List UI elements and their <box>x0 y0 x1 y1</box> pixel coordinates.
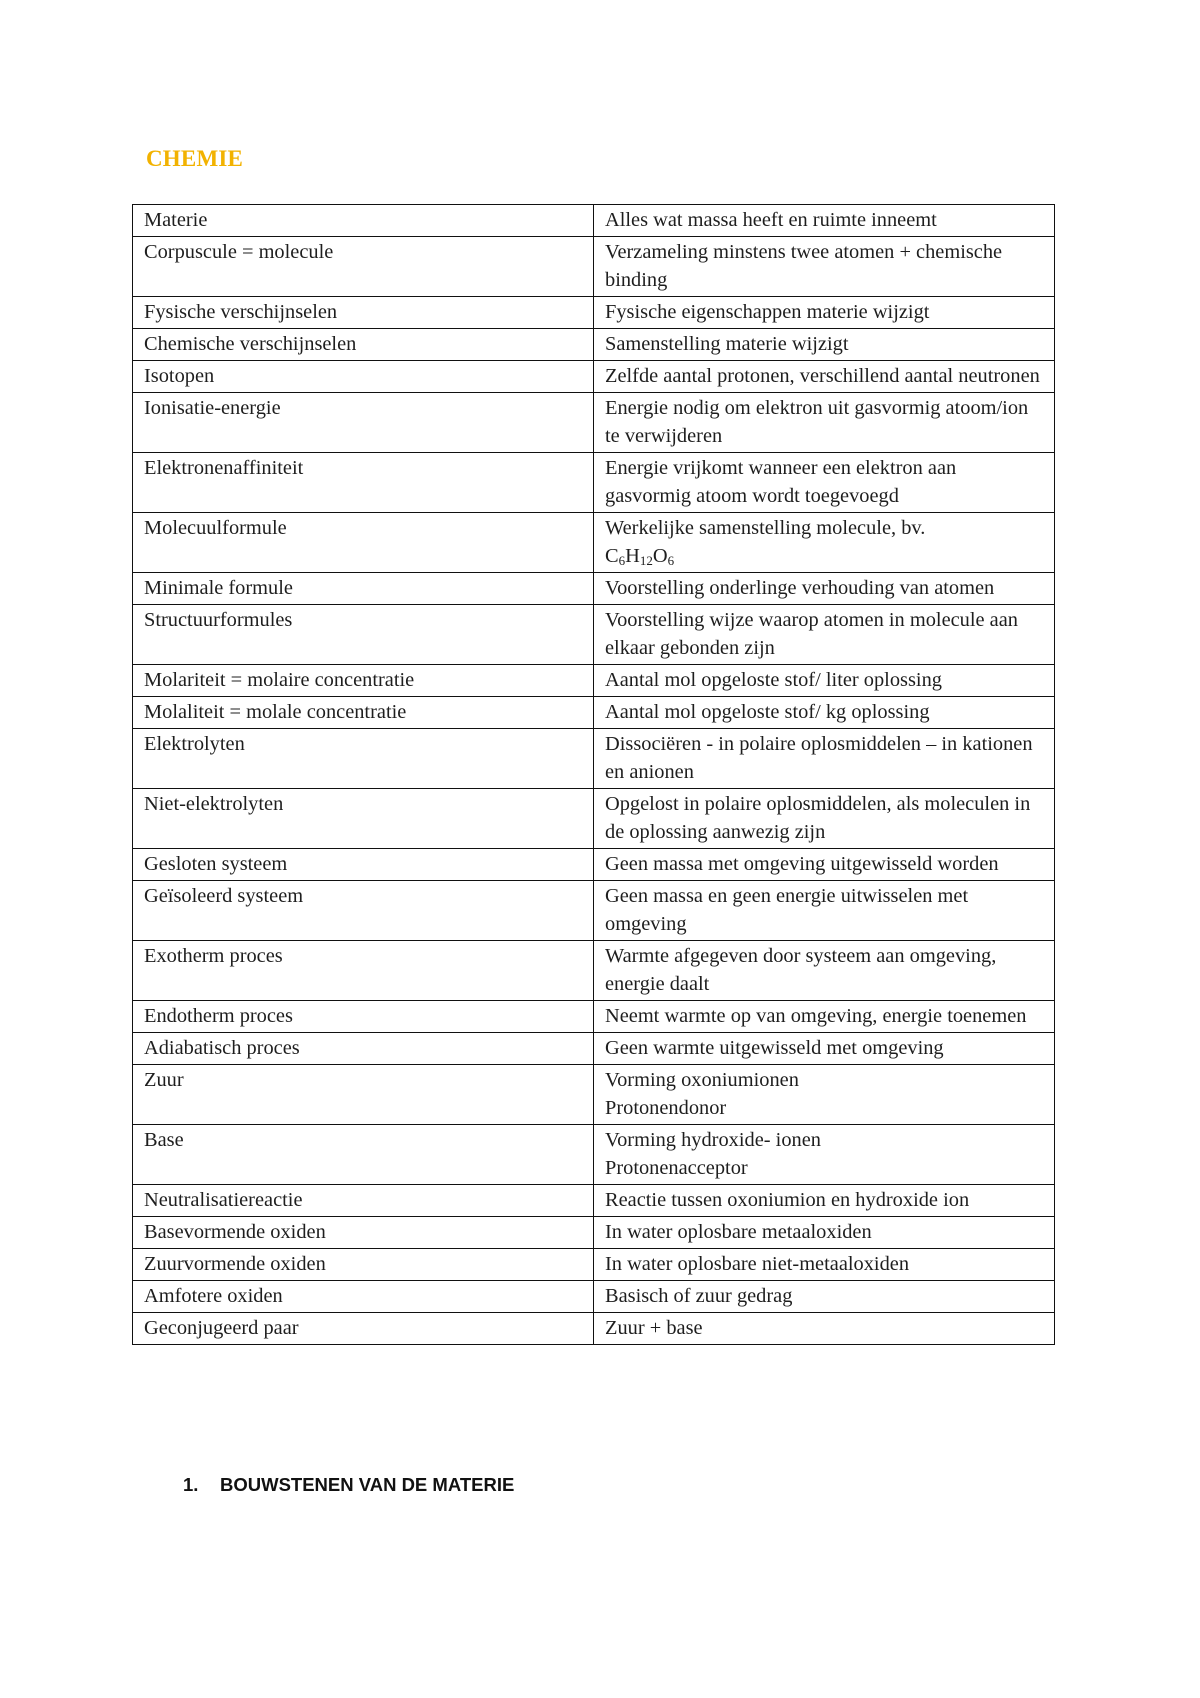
table-row <box>133 1217 1055 1249</box>
table-row <box>133 849 1055 881</box>
formula-subscript: 6 <box>667 553 675 568</box>
section-title: BOUWSTENEN VAN DE MATERIE <box>220 1474 515 1495</box>
definition-cell: Energie nodig om elektron uit gasvormig atoom/ion te verwijderen <box>594 393 1055 453</box>
term-cell: Fysische verschijnselen <box>133 297 594 329</box>
definition-cell: Zuur + base <box>594 1313 1055 1345</box>
definition-cell <box>594 513 1055 573</box>
term-cell: Minimale formule <box>133 573 594 605</box>
term-cell: Molariteit = molaire concentratie <box>133 665 594 697</box>
definition-cell: Warmte afgegeven door systeem aan omgeving, energie daalt <box>594 941 1055 1001</box>
table-row <box>133 1185 1055 1217</box>
definition-cell: Verzameling minstens twee atomen + chemische binding <box>594 237 1055 297</box>
definition-cell: Fysische eigenschappen materie wijzigt <box>594 297 1055 329</box>
definition-cell: Vorming oxoniumionen Protonendonor <box>594 1065 1055 1125</box>
definition-cell: Aantal mol opgeloste stof/ kg oplossing <box>594 697 1055 729</box>
definition-cell: Dissociëren - in polaire oplosmiddelen – in kationen en anionen <box>594 729 1055 789</box>
term-cell: Geconjugeerd paar <box>133 1313 594 1345</box>
term-cell: Materie <box>133 205 594 237</box>
definition-cell: Energie vrijkomt wanneer een elektron aan gasvormig atoom wordt toegevoegd <box>594 453 1055 513</box>
formula-subscript: 12 <box>639 553 653 568</box>
term-cell: Niet-elektrolyten <box>133 789 594 849</box>
term-cell: Neutralisatiereactie <box>133 1185 594 1217</box>
formula-element: O <box>652 545 668 567</box>
molecular-formula <box>605 545 674 567</box>
term-cell: Base <box>133 1125 594 1185</box>
definition-cell: Vorming hydroxide- ionen Protonenacceptor <box>594 1125 1055 1185</box>
definition-text: Werkelijke samenstelling molecule, bv. <box>605 517 926 539</box>
term-cell: Ionisatie-energie <box>133 393 594 453</box>
definition-cell: Geen massa en geen energie uitwisselen met omgeving <box>594 881 1055 941</box>
term-cell: Structuurformules <box>133 605 594 665</box>
term-cell: Isotopen <box>133 361 594 393</box>
definition-cell: Geen warmte uitgewisseld met omgeving <box>594 1033 1055 1065</box>
table-row <box>133 1249 1055 1281</box>
term-cell: Gesloten systeem <box>133 849 594 881</box>
definition-cell: Neemt warmte op van omgeving, energie toenemen <box>594 1001 1055 1033</box>
section-number: 1. <box>183 1474 199 1495</box>
table-row <box>133 1125 1055 1185</box>
definition-cell: Zelfde aantal protonen, verschillend aantal neutronen <box>594 361 1055 393</box>
definition-cell: Opgelost in polaire oplosmiddelen, als moleculen in de oplossing aanwezig zijn <box>594 789 1055 849</box>
table-row <box>133 1281 1055 1313</box>
term-cell: Exotherm proces <box>133 941 594 1001</box>
term-cell: Geïsoleerd systeem <box>133 881 594 941</box>
section-heading <box>183 1474 514 1496</box>
definition-cell: Samenstelling materie wijzigt <box>594 329 1055 361</box>
table-row <box>133 297 1055 329</box>
definition-cell: Voorstelling onderlinge verhouding van atomen <box>594 573 1055 605</box>
term-cell: Basevormende oxiden <box>133 1217 594 1249</box>
table-row <box>133 205 1055 237</box>
table-row <box>133 513 1055 573</box>
table-row <box>133 1065 1055 1125</box>
table-row <box>133 453 1055 513</box>
term-cell: Zuur <box>133 1065 594 1125</box>
table-row <box>133 237 1055 297</box>
term-cell: Elektronenaffiniteit <box>133 453 594 513</box>
table-row <box>133 941 1055 1001</box>
table-row <box>133 1001 1055 1033</box>
term-cell: Amfotere oxiden <box>133 1281 594 1313</box>
table-row <box>133 665 1055 697</box>
term-cell: Molecuulformule <box>133 513 594 573</box>
table-row <box>133 1313 1055 1345</box>
table-row <box>133 729 1055 789</box>
table-row <box>133 1033 1055 1065</box>
definition-cell: Voorstelling wijze waarop atomen in molecule aan elkaar gebonden zijn <box>594 605 1055 665</box>
term-cell: Adiabatisch proces <box>133 1033 594 1065</box>
formula-subscript: 6 <box>618 553 626 568</box>
table-row <box>133 329 1055 361</box>
term-cell: Endotherm proces <box>133 1001 594 1033</box>
definition-cell: Basisch of zuur gedrag <box>594 1281 1055 1313</box>
formula-element: H <box>625 545 640 567</box>
table-row <box>133 789 1055 849</box>
table-row <box>133 361 1055 393</box>
table-row <box>133 605 1055 665</box>
table-row <box>133 393 1055 453</box>
term-cell: Chemische verschijnselen <box>133 329 594 361</box>
term-cell: Zuurvormende oxiden <box>133 1249 594 1281</box>
definition-cell: Alles wat massa heeft en ruimte inneemt <box>594 205 1055 237</box>
definition-cell: In water oplosbare metaaloxiden <box>594 1217 1055 1249</box>
term-cell: Molaliteit = molale concentratie <box>133 697 594 729</box>
glossary-table <box>132 204 1055 1345</box>
formula-element: C <box>605 545 619 567</box>
page-title: CHEMIE <box>146 146 244 171</box>
definition-cell: Geen massa met omgeving uitgewisseld worden <box>594 849 1055 881</box>
table-row <box>133 573 1055 605</box>
table-row <box>133 881 1055 941</box>
term-cell: Elektrolyten <box>133 729 594 789</box>
term-cell: Corpuscule = molecule <box>133 237 594 297</box>
definition-cell: Aantal mol opgeloste stof/ liter oplossing <box>594 665 1055 697</box>
definition-cell: In water oplosbare niet-metaaloxiden <box>594 1249 1055 1281</box>
definition-cell: Reactie tussen oxoniumion en hydroxide ion <box>594 1185 1055 1217</box>
table-row <box>133 697 1055 729</box>
